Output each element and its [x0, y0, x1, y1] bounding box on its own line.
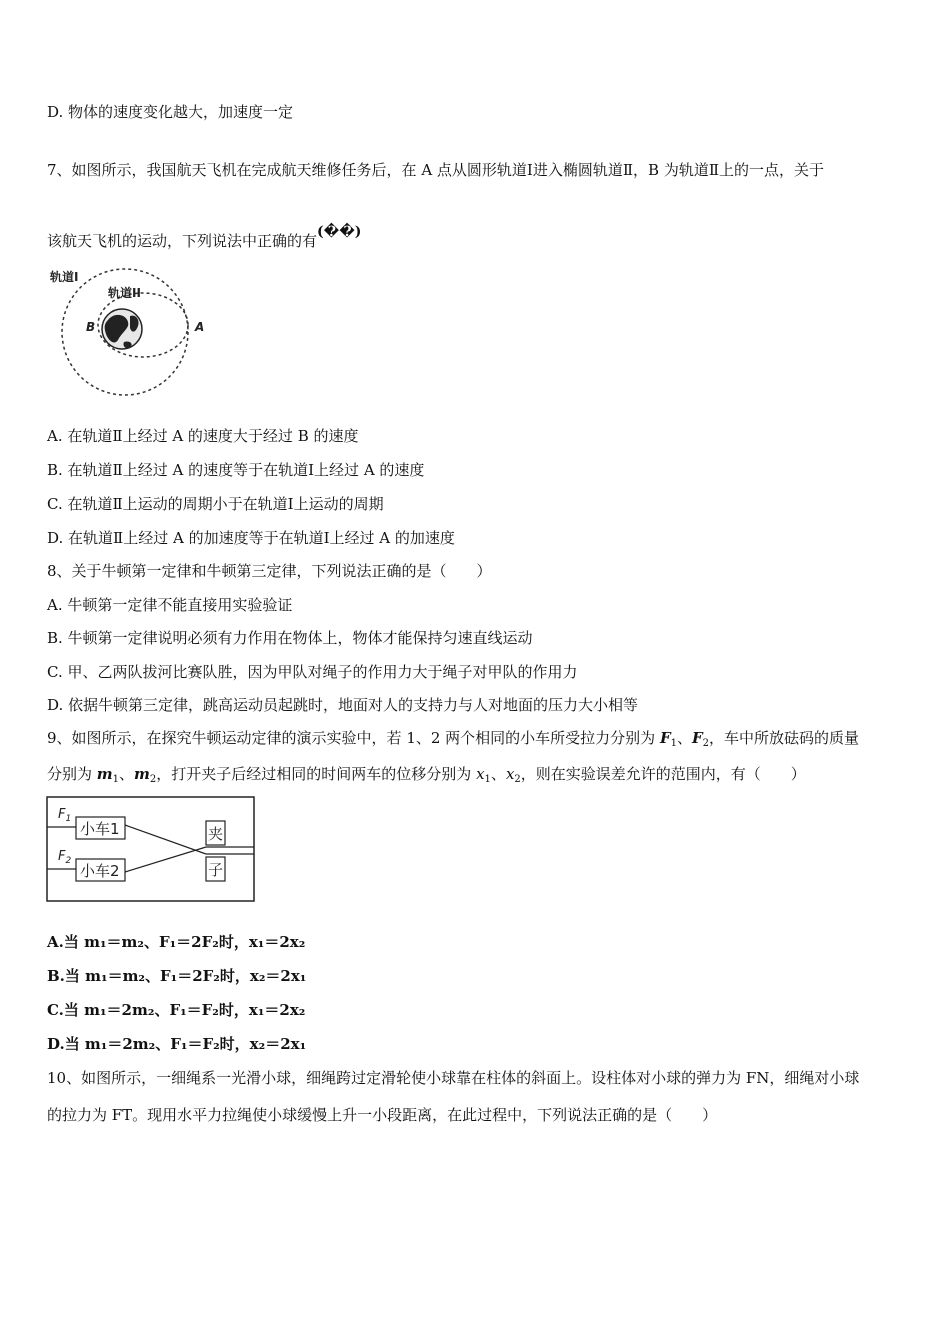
q9-m2-sub: 2	[149, 774, 157, 785]
q8-option-c: C. 甲、乙两队拔河比赛队胜，因为甲队对绳子的作用力大于绳子对甲队的作用力	[47, 663, 578, 681]
q6-option-d: D. 物体的速度变化越大，加速度一定	[47, 103, 294, 121]
q9-text-b: ，车中所放砝码的质量	[709, 729, 860, 747]
q7-option-c: C. 在轨道Ⅱ上运动的周期小于在轨道Ⅰ上运动的周期	[47, 495, 384, 513]
clip-label-2: 子	[208, 861, 224, 879]
q8-option-d: D. 依据牛顿第三定律，跳高运动员起跳时，地面对人的支持力与人对地面的压力大小相等	[47, 696, 639, 714]
orbit-figure	[44, 262, 224, 412]
point-a-label: A	[195, 320, 205, 334]
q7-answer-mark: (��)	[317, 224, 362, 240]
q9-text-a: 9、如图所示，在探究牛顿运动定律的演示实验中，若 1、2 两个相同的小车所受拉力分别为	[47, 729, 660, 747]
q9-x1-sub: 1	[484, 774, 491, 785]
q9-stem-line2	[47, 764, 806, 784]
q8-option-b: B. 牛顿第一定律说明必须有力作用在物体上，物体才能保持匀速直线运动	[47, 629, 533, 647]
q8-option-a: A. 牛顿第一定律不能直接用实验验证	[47, 596, 293, 614]
q7-stem-text: 该航天飞机的运动，下列说法中正确的有	[47, 232, 318, 250]
q9-f1: F	[659, 729, 671, 747]
q9-m1-sub: 1	[112, 774, 120, 785]
q10-stem-line2: 的拉力为 FT。现用水平力拉绳使小球缓慢上升一小段距离，在此过程中，下列说法正确的是（ ）	[47, 1106, 718, 1124]
q9-option-d: D.当 m₁＝2m₂、F₁＝F₂时，x₂＝2x₁	[47, 1035, 307, 1053]
q9-sep2: 、	[119, 765, 135, 783]
cart-figure	[46, 796, 258, 904]
q9-x1: x	[476, 765, 485, 783]
f2-label: $F_2$	[58, 849, 72, 866]
q7-option-b: B. 在轨道Ⅱ上经过 A 的速度等于在轨道Ⅰ上经过 A 的速度	[47, 461, 425, 479]
q9-m1: m	[96, 765, 113, 783]
q7-stem-line1: 7、如图所示，我国航天飞机在完成航天维修任务后，在 A 点从圆形轨道Ⅰ进入椭圆轨道Ⅱ，B 为轨道Ⅱ上的一点，关于	[47, 161, 825, 179]
q9-option-b: B.当 m₁＝m₂、F₁＝2F₂时，x₂＝2x₁	[47, 967, 307, 985]
q9-sep: 、	[676, 729, 692, 747]
point-b-label: B	[86, 320, 96, 334]
q9-text-e: ，则在实验误差允许的范围内，有（ ）	[520, 765, 806, 783]
q10-stem-line1: 10、如图所示，一细绳系一光滑小球，细绳跨过定滑轮使小球靠在柱体的斜面上。设柱体对小球的弹力为 FN，细绳对小球	[47, 1069, 860, 1087]
q8-stem: 8、关于牛顿第一定律和牛顿第三定律，下列说法正确的是（ ）	[47, 562, 492, 580]
orbit2-label: 轨道II	[108, 286, 141, 300]
q9-f1-sub: 1	[670, 738, 677, 749]
clip-label-1: 夹	[208, 825, 224, 843]
f1-label: $F_1$	[58, 807, 72, 824]
q9-f2: F	[692, 729, 703, 747]
q9-option-a: A.当 m₁＝m₂、F₁＝2F₂时，x₁＝2x₂	[47, 933, 306, 951]
q9-option-c: C.当 m₁＝2m₂、F₁＝F₂时，x₁＝2x₂	[47, 1001, 306, 1019]
q9-text-d: ，打开夹子后经过相同的时间两车的位移分别为	[156, 765, 477, 783]
car2-label: 小车2	[80, 862, 120, 880]
q7-option-d: D. 在轨道Ⅱ上经过 A 的加速度等于在轨道Ⅰ上经过 A 的加速度	[47, 529, 455, 547]
q9-sep3: 、	[490, 765, 506, 783]
car1-label: 小车1	[80, 820, 120, 838]
q7-option-a: A. 在轨道Ⅱ上经过 A 的速度大于经过 B 的速度	[47, 427, 359, 445]
q7-stem-line2	[47, 222, 361, 251]
q9-x2-sub: 2	[514, 774, 521, 785]
q9-f2-sub: 2	[702, 738, 710, 749]
q9-x2: x	[505, 765, 515, 783]
orbit1-label: 轨道I	[50, 270, 79, 284]
q9-m2: m	[134, 765, 150, 783]
q9-text-c: 分别为	[47, 765, 97, 783]
q9-stem-line1	[47, 728, 859, 748]
